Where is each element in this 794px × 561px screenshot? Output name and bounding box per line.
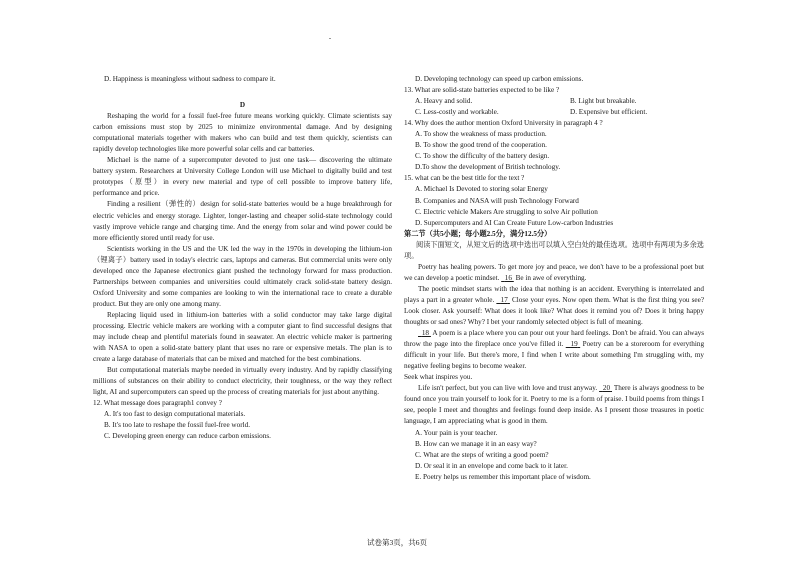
cloze-p2-after: Close your eyes. Now open them. What is the first thing you see? Look closer. Ask yourself: What does it look like? What does it remind you of? Does it bring happy thoughts or sad ones? Why? I bet your randomly selected object is full of meaning. (404, 295, 705, 327)
cloze-option-e: E. Poetry helps us remember this important place of wisdom. (415, 472, 591, 481)
question-12-stem: 12. What message does paragraph1 convey ? (93, 399, 222, 408)
passage-paragraph-4: Scientists working in the US and the UK led the way in the 1970s in developing the lithium-ion（锂离子）battery used in today's electric cars, laptops and cameras. But commercial units were only developed once the Japanese electronics giant pushed the technology forward for mass production. Partnerships between companies and universities could ultimately crack solid-state battery design. Oxford University and some companies are looking to win the international race to create a durable product. But they are only one among many. (93, 244, 392, 308)
q14-option-d: D.To show the development of British technology. (415, 163, 561, 172)
question-15-stem: 15. what can be the best title for the text ? (404, 174, 525, 183)
cloze-p1-after: Be in awe of everything. (515, 273, 587, 282)
left-column (93, 74, 392, 443)
blank-18: 18 (421, 329, 429, 338)
passage-paragraph-1: Reshaping the world for a fossil fuel-free future means working quickly. Climate scientists say carbon emissions must stop by 2025 to minimize environmental damage. And by designing computational materials together with makers who can build and test them quickly, scientists can rapidly develop technologies like more powerful solar cells and car batteries. (93, 112, 392, 154)
q12-option-d: D. Developing technology can speed up carbon emissions. (415, 75, 584, 83)
cloze-option-d: D. Or seal it in an envelope and come back to it later. (415, 461, 568, 470)
q13-options-row-2 (404, 107, 704, 118)
cloze-paragraph-1 (404, 262, 704, 284)
q14-option-b: B. To show the good trend of the cooperation. (415, 141, 547, 150)
passage-paragraph-5: Replacing liquid used in lithium-ion batteries with a solid conductor may take large digital processing. Electric vehicle makers are working with a computer giant to find successful designs that may include cheap and plentiful materials found in seawater. An electric vehicle maker is partnering with NASA to open a solid-state battery plant that uses no rare or expensive metals. The plan is to create a large database of materials that can be mixed and matched for the best combinations. (93, 310, 392, 364)
q13-options-row-1 (404, 96, 704, 107)
blank-19: 19 (570, 340, 578, 349)
cloze-p1-text: Poetry has healing powers. To get more joy and peace, we don't have to be a professional poet but we can develop a poetic mindset. (404, 262, 704, 282)
cloze-option-c: C. What are the steps of writing a good poem? (415, 450, 549, 459)
blank-20: 20 (602, 384, 611, 393)
cloze-option-a: A. Your pain is your teacher. (415, 428, 498, 437)
blank-17: 17 (500, 295, 508, 304)
q15-option-c: C. Electric vehicle Makers Are struggling to solve Air pollution (415, 207, 598, 216)
question-14-stem: 14. Why does the author mention Oxford University in paragraph 4 ? (404, 119, 603, 128)
cloze-p4-text: Life isn't perfect, but you can live with love and trust anyway. (418, 384, 598, 393)
cloze-p2-text: The poetic mindset starts with the idea that nothing is an accident. Everything is interrelated and plays a part in a greater whole. (404, 284, 704, 304)
q12-option-b: B. It's too late to reshape the fossil fuel-free world. (104, 421, 250, 430)
q12-option-c: C. Developing green energy can reduce carbon emissions. (104, 432, 271, 441)
blank-16: 16 (504, 273, 512, 282)
scan-speck (329, 38, 331, 39)
passage-paragraph-2: Michael is the name of a supercomputer devoted to just one task— discovering the ultimate battery system. Researchers at University College London will use Michael to digitally build and test prototypes（原型）in every new material and type of cell possible to improve battery life, performance and price. (93, 156, 392, 198)
q15-option-b: B. Companies and NASA will push Technology Forward (415, 196, 579, 205)
q15-option-d: D. Supercomputers and AI Can Create Future Low-carbon Industries (415, 218, 614, 227)
passage-paragraph-3: Finding a resilient（弹性的）design for solid-state batteries would be a huge breakthrough for electric vehicles and energy storage. Lighter, longer-lasting and cheaper solid-state technology could vastly improve vehicle range and charging time. And the energy from solar and wind power could be more efficiently stored until ready for use. (93, 200, 392, 242)
right-column (404, 74, 704, 483)
q14-option-a: A. To show the weakness of mass production. (415, 130, 547, 139)
cloze-p3-after: Poetry can be a storeroom for everything difficult in your life. But there's more, I find when I write about something I'm struggling with, my negative feeling begins to become weaker. (404, 340, 705, 371)
q13-option-c: C. Less-costly and workable. (415, 108, 499, 117)
q13-option-a: A. Heavy and solid. (415, 97, 473, 106)
cloze-paragraph-4 (404, 383, 704, 427)
q13-option-b: B. Light but breakable. (570, 97, 637, 106)
page-footer: 试卷第3页，共6页 (367, 538, 427, 547)
cloze-seek-line: Seek what inspires you. (404, 373, 473, 382)
q14-option-c: C. To show the difficulty of the battery design. (415, 152, 550, 161)
question-13-stem: 13. What are solid-state batteries expected to be like ? (404, 86, 560, 95)
cloze-p4-after: There is always goodness to be found once you train yourself to look for it. Poetry to me is a form of praise. I build poems from things I see, people I meet and thoughts and feelings found deep inside. As I present those treasures in poetic language, I am appreciating what is good in them. (404, 384, 705, 426)
q13-option-d: D. Expensive but efficient. (570, 108, 648, 117)
section-instructions: 阅读下面短文，从短文后的选项中选出可以填入空白处的最佳选项。选项中有两项为多余选项。 (404, 240, 704, 260)
passage-paragraph-6: But computational materials maybe needed in virtually every industry. And by rapidly classifying millions of substances on their ability to conduct electricity, their toughness, or the way they reflect light, AI and supercomputers can speed up the process of creating materials for just about anything. (93, 366, 392, 397)
q12-option-a: A. It's too fast to design computational materials. (104, 410, 246, 419)
section-heading: 第二节（共5小题；每小题2.5分，满分12.5分） (404, 229, 552, 238)
cloze-paragraph-3 (404, 328, 704, 372)
cloze-p3-text: A poem is a place where you can pour out your hard feelings. Don't be afraid. You can always throw the page into the fireplace once you've filled it. (404, 329, 705, 349)
q11-option-d: D. Happiness is meaningless without sadness to compare it. (104, 75, 276, 83)
cloze-option-b: B. How can we manage it in an easy way? (415, 439, 537, 448)
q15-option-a: A. Michael Is Devoted to storing solar Energy (415, 185, 548, 194)
passage-d-label: D (239, 101, 246, 110)
cloze-paragraph-2 (404, 284, 704, 328)
